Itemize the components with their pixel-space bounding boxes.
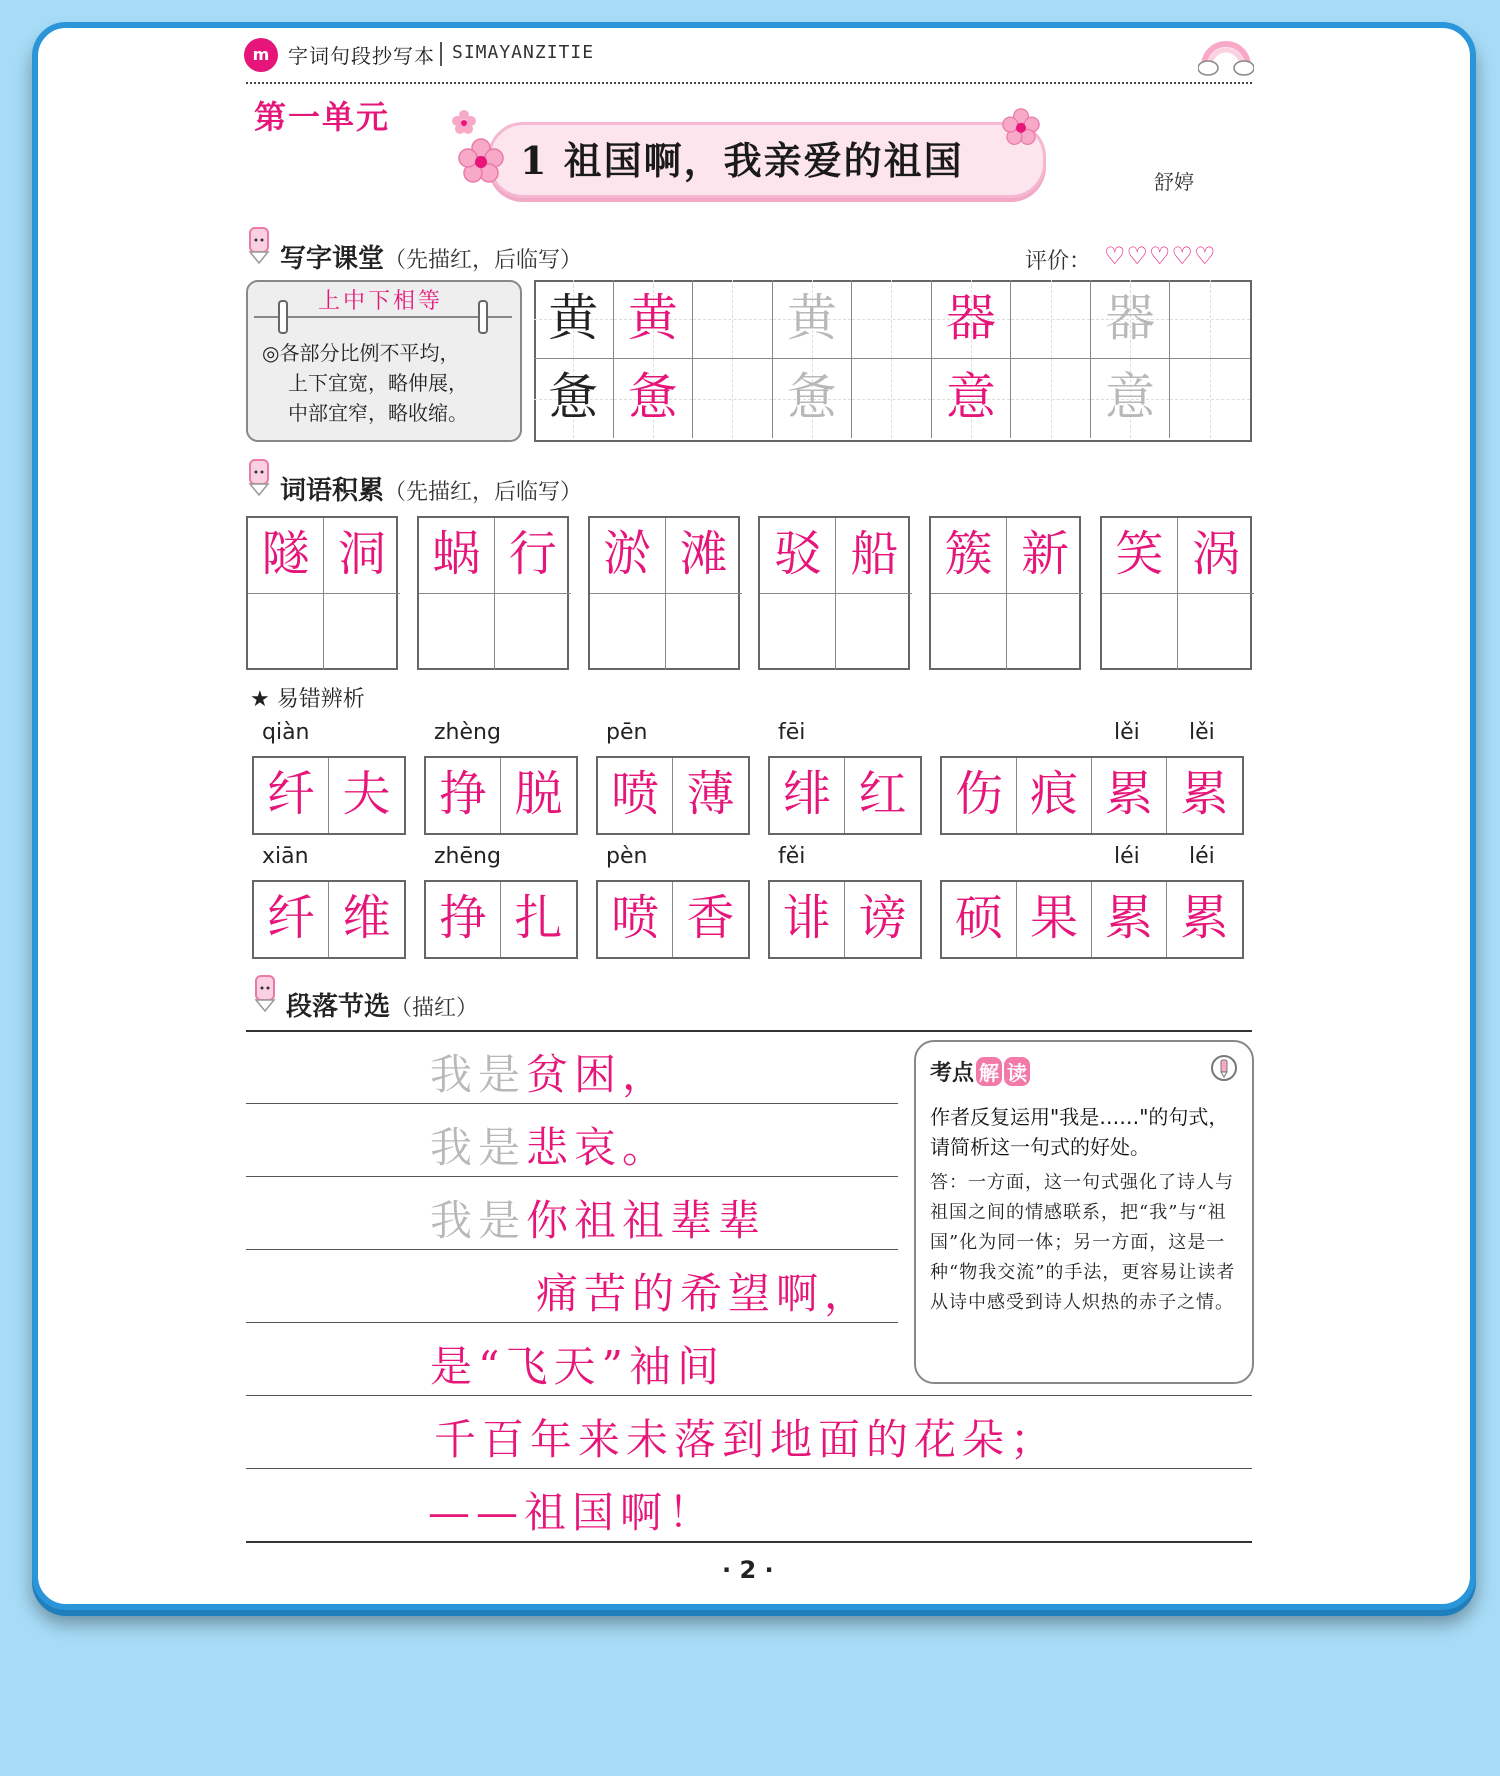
tip-line: 上下宜宽，略伸展， [288, 371, 468, 395]
writing-section-title [280, 238, 582, 275]
confusing-words-area [246, 718, 1252, 958]
small-flower-icon [452, 110, 476, 134]
pinyin-label: pèn [606, 844, 648, 869]
guide-line [1011, 399, 1090, 400]
word-char: 笑 [1115, 526, 1164, 582]
confuse-cell[interactable] [845, 882, 920, 957]
pinyin-label: léi [1189, 844, 1215, 869]
word-char: 簇 [944, 526, 993, 582]
word-copy-cell[interactable] [836, 594, 912, 670]
writing-title-text: 写字课堂 [280, 244, 385, 274]
guide-line [1170, 319, 1250, 320]
word-char: 隧 [261, 526, 310, 582]
trace-grey-text: 我是 [430, 1050, 527, 1099]
word-char: 滩 [679, 526, 728, 582]
pinyin-label: léi [1114, 844, 1140, 869]
confuse-cell[interactable] [942, 758, 1017, 833]
pencil-icon [246, 226, 272, 264]
confuse-cell[interactable] [501, 882, 576, 957]
word-trace-cell[interactable] [836, 518, 912, 594]
trace-pink-text: 痛苦的希望啊， [536, 1269, 873, 1318]
writing-subtitle: （先描红，后临写） [384, 248, 583, 273]
practice-cell[interactable] [693, 280, 773, 359]
ruled-line [246, 1395, 1252, 1396]
trace-grey-text: 我是 [430, 1196, 527, 1245]
confuse-char: 脱 [514, 766, 563, 822]
practice-cell[interactable] [534, 280, 614, 359]
confuse-cell[interactable] [770, 758, 845, 833]
guide-line [693, 319, 772, 320]
practice-char: 惫 [786, 368, 837, 426]
exam-question: 作者反复运用"我是……"的句式，请简析这一句式的好处。 [930, 1105, 1229, 1159]
pinyin-label: pēn [606, 720, 648, 745]
ruled-line [246, 1468, 1252, 1469]
confuse-char: 薄 [686, 766, 735, 822]
confuse-char: 红 [858, 766, 907, 822]
paragraph-line [430, 1188, 766, 1248]
guide-line [1011, 319, 1090, 320]
pinyin-label: fěi [778, 844, 806, 869]
pencil-icon [246, 458, 272, 496]
practice-cell[interactable] [693, 359, 773, 438]
tip-body [262, 338, 468, 428]
ruled-line [246, 1103, 898, 1104]
tip-line: ◎各部分比例不平均， [262, 341, 460, 365]
trace-pink-text: 悲哀。 [526, 1123, 671, 1172]
author-name: 舒婷 [1154, 170, 1194, 194]
confuse-cell[interactable] [254, 882, 329, 957]
confuse-cell[interactable] [254, 758, 329, 833]
words-title-text: 词语积累 [280, 476, 385, 506]
confuse-cell[interactable] [1017, 882, 1092, 957]
unit-label: 第一单元 [254, 98, 391, 136]
confuse-cell[interactable] [673, 758, 748, 833]
word-char: 洞 [337, 526, 386, 582]
pencil-icon [252, 974, 278, 1012]
confuse-char: 挣 [438, 766, 487, 822]
confuse-cell[interactable] [1167, 758, 1242, 833]
practice-char: 惫 [627, 368, 678, 426]
confuse-cell[interactable] [942, 882, 1017, 957]
rating-hearts[interactable]: ♡♡♡♡♡ [1104, 242, 1217, 270]
rainbow-icon [1198, 30, 1254, 80]
confuse-char: 累 [1180, 890, 1229, 946]
word-char: 涡 [1191, 526, 1240, 582]
word-copy-cell[interactable] [590, 594, 666, 670]
confuse-char: 累 [1180, 766, 1229, 822]
confuse-cell[interactable] [1092, 882, 1167, 957]
paragraph-line [430, 1042, 670, 1102]
word-copy-cell[interactable] [1102, 594, 1178, 670]
practice-char: 黄 [627, 289, 678, 347]
confuse-cell[interactable] [1017, 758, 1092, 833]
confuse-char: 扎 [514, 890, 563, 946]
flower-icon [458, 138, 504, 184]
practice-char: 意 [1105, 368, 1156, 426]
confuse-char: 喷 [610, 890, 659, 946]
word-char: 行 [508, 526, 557, 582]
pinyin-label: lěi [1189, 720, 1215, 745]
confuse-char: 累 [1104, 890, 1153, 946]
ruled-line [246, 1541, 1252, 1543]
word-trace-cell[interactable] [324, 518, 400, 594]
exam-tag: 读 [1004, 1057, 1030, 1086]
practice-char: 意 [946, 368, 997, 426]
brand-logo-icon: m [244, 38, 278, 72]
practice-char: 器 [1105, 289, 1156, 347]
practice-cell[interactable] [1011, 359, 1091, 438]
pencil-badge-icon [1210, 1054, 1238, 1082]
word-copy-cell[interactable] [666, 594, 742, 670]
confuse-cell[interactable] [501, 758, 576, 833]
confuse-cell[interactable] [845, 758, 920, 833]
flower-icon-right [1002, 108, 1040, 146]
paragraph-title-text: 段落节选 [286, 992, 391, 1022]
pinyin-label: zhēng [434, 844, 501, 869]
practice-cell[interactable] [852, 359, 932, 438]
confuse-cell[interactable] [770, 882, 845, 957]
pinyin-label: zhèng [434, 720, 501, 745]
trace-pink-text: 贫困， [526, 1050, 671, 1099]
word-char: 淤 [603, 526, 652, 582]
word-char: 新 [1021, 526, 1070, 582]
confuse-cell[interactable] [598, 758, 673, 833]
practice-cell[interactable] [534, 359, 614, 438]
confuse-cell[interactable] [598, 882, 673, 957]
confuse-cell[interactable] [1167, 882, 1242, 957]
practice-cell[interactable] [773, 280, 853, 359]
practice-cell[interactable] [614, 359, 694, 438]
confusing-section-title: ★ 易错辨析 [250, 687, 365, 712]
confuse-char: 香 [686, 890, 735, 946]
words-subtitle: （先描红，后临写） [384, 480, 583, 505]
word-trace-cell[interactable] [666, 518, 742, 594]
word-char: 蜗 [432, 526, 481, 582]
confuse-cell[interactable] [1092, 758, 1167, 833]
pinyin-label: qiàn [262, 720, 310, 745]
trace-pink-text: 你祖祖辈辈 [526, 1196, 767, 1245]
trace-pink-text: 千百年来未落到地面的花朵； [434, 1415, 1059, 1464]
word-trace-cell[interactable] [1178, 518, 1254, 594]
word-copy-cell[interactable] [760, 594, 836, 670]
practice-cell[interactable] [932, 359, 1012, 438]
ruled-line [246, 1322, 898, 1323]
word-char: 驳 [773, 526, 822, 582]
confuse-char: 喷 [610, 766, 659, 822]
guide-line [693, 399, 772, 400]
tip-line: 中部宜窄，略收缩。 [288, 401, 468, 425]
confuse-char: 维 [342, 890, 391, 946]
practice-cell[interactable] [773, 359, 853, 438]
confuse-cell[interactable] [673, 882, 748, 957]
practice-cell[interactable] [1091, 359, 1171, 438]
word-copy-cell[interactable] [1007, 594, 1083, 670]
ruled-line [246, 1176, 898, 1177]
practice-cell[interactable] [1091, 280, 1171, 359]
paragraph-line [428, 1480, 716, 1540]
pinyin-label: fēi [778, 720, 806, 745]
word-copy-cell[interactable] [248, 594, 324, 670]
paragraph-line [430, 1115, 670, 1175]
practice-char: 惫 [548, 368, 599, 426]
confuse-char: 纤 [266, 890, 315, 946]
book-subtitle: SIMAYANZITIE [452, 42, 595, 63]
confuse-char: 痕 [1029, 766, 1078, 822]
paragraph-section-title [286, 986, 478, 1023]
rating-label: 评价： [1025, 249, 1092, 274]
confuse-cell[interactable] [426, 882, 501, 957]
exam-tag: 解 [976, 1057, 1002, 1086]
exam-title-text: 考点 [930, 1061, 975, 1086]
confuse-char: 诽 [782, 890, 831, 946]
word-copy-cell[interactable] [324, 594, 400, 670]
confuse-cell[interactable] [426, 758, 501, 833]
header-divider [440, 42, 442, 66]
practice-cell[interactable] [1170, 359, 1250, 438]
word-trace-cell[interactable] [931, 518, 1007, 594]
words-section-title [280, 470, 582, 507]
trace-pink-text: ——祖国啊！ [428, 1488, 717, 1537]
paragraph-line [430, 1334, 725, 1394]
word-trace-cell[interactable] [590, 518, 666, 594]
exam-title [930, 1056, 1030, 1087]
book-title: 字词句段抄写本 [288, 44, 435, 68]
word-copy-cell[interactable] [1178, 594, 1254, 670]
confuse-cell[interactable] [329, 882, 404, 957]
practice-cell[interactable] [852, 280, 932, 359]
word-copy-cell[interactable] [931, 594, 1007, 670]
trace-grey-text: 我是 [430, 1123, 527, 1172]
confuse-char: 累 [1104, 766, 1153, 822]
confuse-char: 纤 [266, 766, 315, 822]
confuse-char: 硕 [954, 890, 1003, 946]
practice-cell[interactable] [932, 280, 1012, 359]
word-trace-cell[interactable] [760, 518, 836, 594]
lesson-title: 1 祖国啊，我亲爱的祖国 [520, 138, 964, 183]
binder-ring [478, 300, 488, 334]
confuse-char: 果 [1029, 890, 1078, 946]
word-trace-cell[interactable] [495, 518, 571, 594]
practice-cell[interactable] [1011, 280, 1091, 359]
confuse-char: 绯 [782, 766, 831, 822]
pinyin-label: xiān [262, 844, 309, 869]
page-number: · 2 · [722, 1556, 774, 1584]
guide-line [852, 319, 931, 320]
paragraph-line [434, 1407, 1058, 1467]
tip-title: 上中下相等 [318, 289, 444, 314]
confuse-char: 伤 [954, 766, 1003, 822]
practice-cell[interactable] [1170, 280, 1250, 359]
guide-line [852, 399, 931, 400]
writing-practice-grid [534, 280, 1250, 440]
trace-pink-text: 是“飞天”袖间 [430, 1342, 725, 1391]
paragraph-line [536, 1261, 872, 1321]
practice-char: 黄 [548, 289, 599, 347]
practice-char: 黄 [786, 289, 837, 347]
ruled-line [246, 1030, 1252, 1032]
word-trace-cell[interactable] [1102, 518, 1178, 594]
word-trace-cell[interactable] [419, 518, 495, 594]
words-practice-grid [246, 516, 1252, 670]
pinyin-label: lěi [1114, 720, 1140, 745]
word-copy-cell[interactable] [419, 594, 495, 670]
practice-char: 器 [946, 289, 997, 347]
header-rule [246, 82, 1252, 84]
confuse-char: 谤 [858, 890, 907, 946]
exam-answer: 答：一方面，这一句式强化了诗人与祖国之间的情感联系，把“我”与“祖国”化为同一体；另一方面，这是一种“物我交流”的手法，更容易让读者从诗中感受到诗人炽热的赤子之情。 [930, 1172, 1236, 1313]
confuse-char: 挣 [438, 890, 487, 946]
word-trace-cell[interactable] [1007, 518, 1083, 594]
confuse-cell[interactable] [329, 758, 404, 833]
word-copy-cell[interactable] [495, 594, 571, 670]
confuse-char: 夫 [342, 766, 391, 822]
binder-ring [278, 300, 288, 334]
ruled-line [246, 1249, 898, 1250]
word-trace-cell[interactable] [248, 518, 324, 594]
practice-cell[interactable] [614, 280, 694, 359]
paragraph-subtitle: （描红） [390, 996, 479, 1021]
word-char: 船 [850, 526, 899, 582]
guide-line [1170, 399, 1250, 400]
